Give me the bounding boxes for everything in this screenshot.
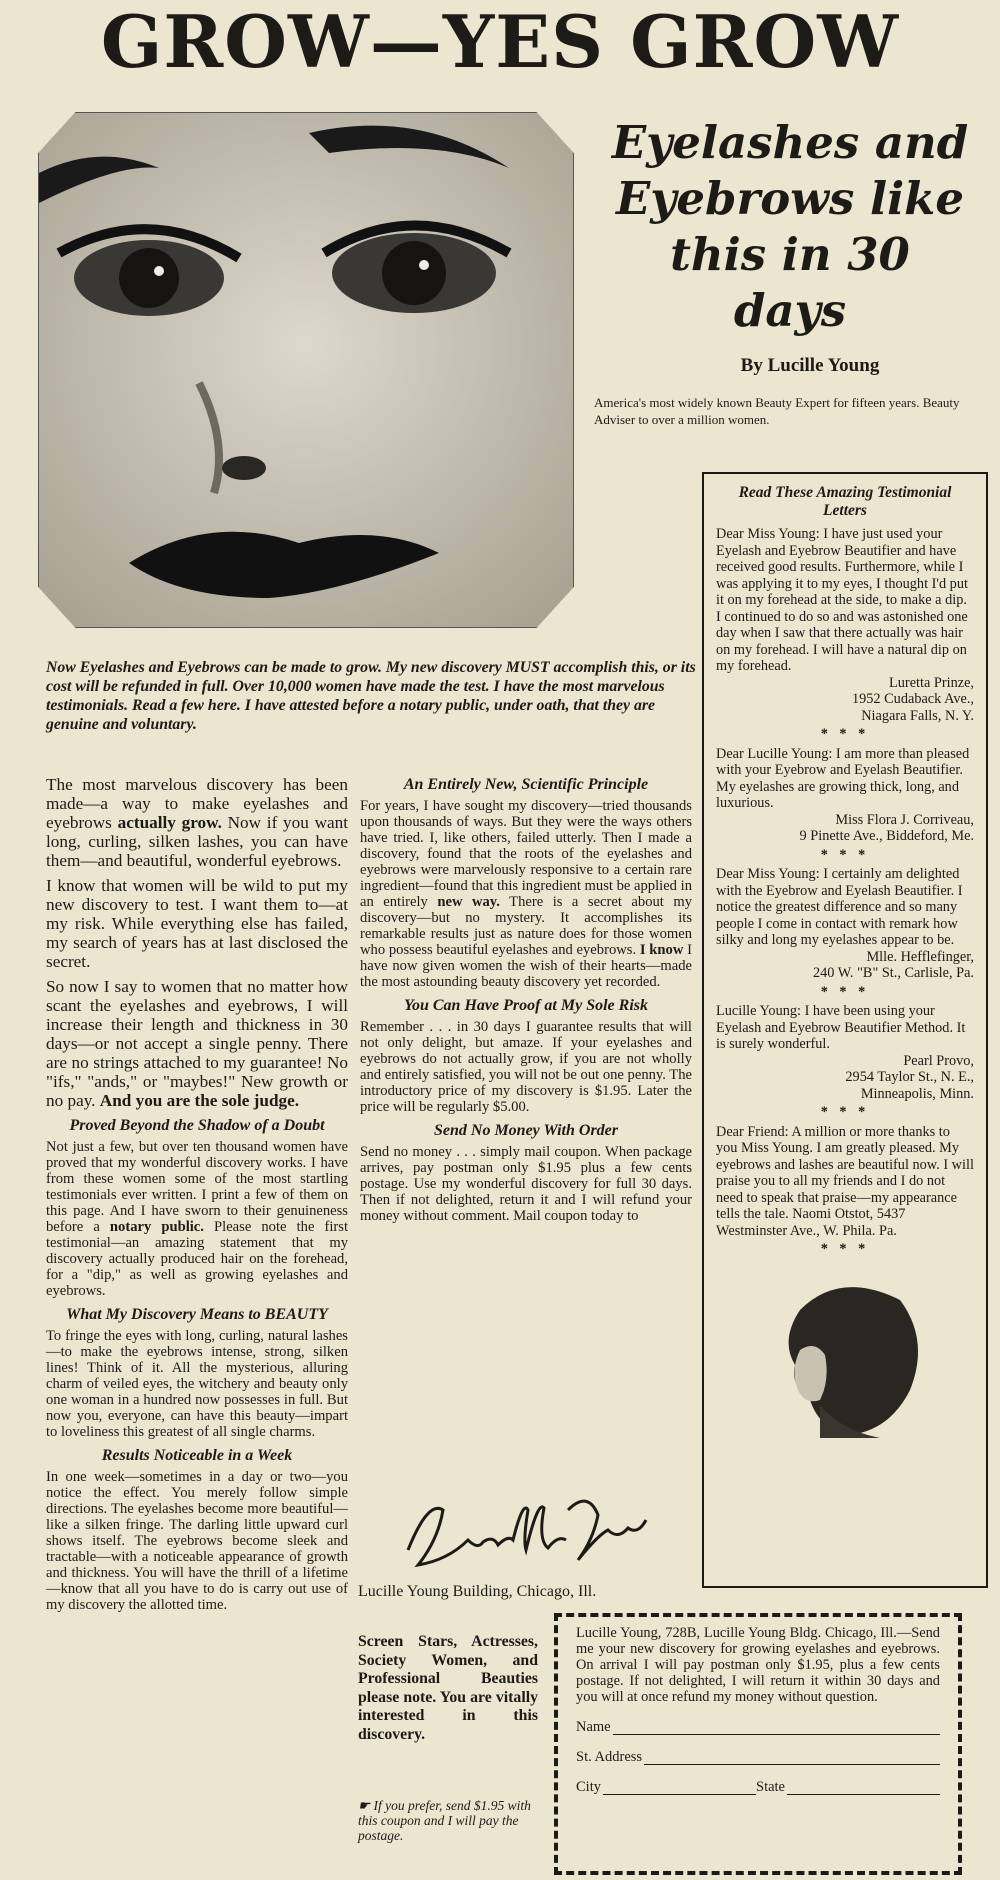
testimonial-1-signature: Luretta Prinze, (889, 674, 974, 691)
testimonials-heading: Read These Amazing Testimonial Letters (738, 484, 952, 519)
paragraph: Remember . . . in 30 days I guarantee results that will not only delight, but amaze. If your eyelashes and eyebrows do not actually grow, if you are not wholly and entirely satisfied, you will not be out one penny. The introductory price of my discovery is $1.95. Later the price will be regularly $5.00. (360, 1019, 692, 1115)
paragraph: So now I say to women that no matter how scant the eyelashes and eyebrows, I will increase their length and thickness in 30 days—or not accept a single penny. There are no strings attached to my guarantee! No "ifs," "ands," or "maybes!" New growth or no pay. And you are the sole judge. (46, 977, 348, 1110)
testimonial-4: Lucille Young: I have been using your Eyelash and Eyebrow Beautifier Method. It is surely wonderful. (716, 1003, 966, 1052)
address-line[interactable] (644, 1750, 940, 1765)
state-line[interactable] (787, 1780, 940, 1795)
screen-stars-note: Screen Stars, Actresses, Society Women, and Professional Beauties please note. You are vitally interested in this discovery. (358, 1633, 538, 1743)
separator-stars: * * * (820, 726, 870, 742)
separator-stars: * * * (820, 983, 870, 1000)
side-title: Eyelashes and Eyebrows like this in 30 days (611, 116, 969, 337)
testimonial-1-city: Niagara Falls, N. Y. (861, 707, 974, 724)
paragraph: For years, I have sought my discovery—tried thousands upon thousands of ways. But they were the ways others have tried. I, like others, failed utterly. Then I made a discovery, found that the roots of the eyelashes and eyebrows were marvelously responsive to a certain rare ingredient—found that this ingredient must be applied in an entirely new way. There is a secret about my discovery—but no mystery. It accomplishes its remarkable results just as nature does for those women who possess beautiful eyelashes and eyebrows. I know I have now given women the wish of their hearts—made the most astounding beauty discovery yet recorded. (360, 798, 692, 990)
column-middle (360, 775, 692, 1230)
prefer-note (358, 1798, 543, 1843)
subheading: What My Discovery Means to BEAUTY (66, 1306, 328, 1323)
coupon-text: Lucille Young, 728B, Lucille Young Bldg. Chicago, Ill.—Send me your new discovery for growing eyelashes and eyebrows. On arrival I will pay postman only $1.95, plus a few cents postage. If not delighted, I will return it within 30 days and you will at once refund my money without question. (576, 1625, 940, 1705)
testimonial-3-signature: Mlle. Hefflefinger, (866, 948, 974, 965)
separator-stars: * * * (820, 1241, 870, 1257)
author-byline: By Lucille Young (740, 355, 880, 376)
testimonial-2-address: 9 Pinette Ave., Biddeford, Me. (799, 828, 974, 844)
testimonial-3: Dear Miss Young: I certainly am delighted with the Eyebrow and Eyelash Beautifier. I notice the greatest difference and so many people I come in contact with remark how silky and long my eyelashes appear to be. (716, 866, 963, 948)
prefer-text: If you prefer, send $1.95 with this coupon and I will pay the postage. (358, 1798, 531, 1843)
paragraph: In one week—sometimes in a day or two—you notice the effect. You merely follow simple directions. The eyelashes become more beautiful—like a silken fringe. The darling little upward curl shows itself. The eyebrows become sleek and tractable—with a noticeable appearance of growth and thickness. You will have the thrill of a lifetime—know that all you have to do is carry out use of my discovery the allotted time. (46, 1469, 348, 1613)
testimonial-3-address: 240 W. "B" St., Carlisle, Pa. (812, 965, 974, 981)
subheading: You Can Have Proof at My Sole Risk (403, 997, 648, 1014)
city-line[interactable] (603, 1780, 756, 1795)
headline: GROW—YES GROW (100, 0, 900, 84)
address-field[interactable] (576, 1749, 940, 1765)
address-label: St. Address (576, 1749, 643, 1765)
signature (388, 1480, 658, 1580)
testimonial-2-signature: Miss Flora J. Corriveau, (835, 811, 974, 828)
subheading: Send No Money With Order (433, 1122, 619, 1139)
testimonial-5: Dear Friend: A million or more thanks to you Miss Young. I am greatly pleased. My eyebrows and lashes are beautiful now. I will praise you to all my friends and I do not need to speak that praise—my appearance tells the tale. Naomi Otstot, 5437 Westminster Ave., W. Phila. Pa. (716, 1123, 974, 1239)
paragraph: The most marvelous discovery has been made—a way to make eyelashes and eyebrows actually grow. Now if you want long, curling, silken lashes, you can have them—and beautiful, wonderful eyebrows. (46, 775, 348, 870)
paragraph: I know that women will be wild to put my new discovery to test. I want them to—at my risk. While everything else has failed, my search of years has at last disclosed the secret. (46, 876, 348, 971)
testimonial-1-address: 1952 Cudaback Ave., (851, 691, 974, 707)
building-address: Lucille Young Building, Chicago, Ill. (358, 1583, 597, 1600)
testimonial-4-city: Minneapolis, Minn. (860, 1085, 974, 1102)
pointing-hand-icon: ☛ (358, 1798, 371, 1813)
paragraph: Send no money . . . simply mail coupon. When package arrives, pay postman only $1.95 plus a few cents postage. Use my wonderful discovery for full 30 days. Then if not delighted, return it and I will refund your money without comment. Mail coupon today to (360, 1144, 692, 1224)
testimonial-4-signature: Pearl Provo, (903, 1052, 974, 1069)
column-left (46, 775, 348, 1619)
name-field[interactable] (576, 1719, 940, 1735)
subheading: Proved Beyond the Shadow of a Doubt (69, 1117, 325, 1134)
paragraph: Not just a few, but over ten thousand women have proved that my wonderful discovery works. I have from these women some of the most startling testimonials ever written. I print a few of them on this page. And I have sworn to their genuineness before a notary public. Please note the first testimonial—an amazing statement that my discovery actually produced hair on the forehead, for a "dip," as well as growing eyelashes and eyebrows. (46, 1139, 349, 1299)
testimonial-4-address: 2954 Taylor St., N. E., (845, 1069, 974, 1085)
subheading: An Entirely New, Scientific Principle (403, 776, 649, 793)
city-label: City (576, 1779, 601, 1795)
separator-stars: * * * (820, 846, 870, 863)
face-illustration (39, 113, 573, 627)
eyes-photo (38, 112, 574, 628)
testimonial-1: Dear Miss Young: I have just used your Eyelash and Eyebrow Beautifier and have received good results. Furthermore, while I was applying it to my eyes, I thought I'd put it on my forehead at the side, to make a dip. I continued to do so and was astonished one day when I saw that there actually was hair on my forehead. I will have a natural dip on my forehead. (716, 526, 968, 674)
state-label: State (756, 1779, 785, 1795)
name-label: Name (576, 1719, 611, 1735)
separator-stars: * * * (820, 1104, 870, 1120)
paragraph: To fringe the eyes with long, curling, natural lashes—to make the eyebrows intense, strong, silken lines! Think of it. All the mysterious, alluring charm of veiled eyes, the witchery and beauty only one woman in a hundred now possesses in full. But now you, everyone, can have this beauty—impart to loveliness this greatest of all single charms. (46, 1328, 348, 1440)
subheading: Results Noticeable in a Week (101, 1447, 293, 1464)
portrait-illustration (760, 1270, 930, 1440)
city-state-field[interactable] (576, 1779, 940, 1795)
author-description: America's most widely known Beauty Expert for fifteen years. Beauty Adviser to over a million women. (594, 395, 960, 427)
testimonial-2: Dear Lucille Young: I am more than pleased with your Eyebrow and Eyelash Beautifier. My eyelashes are growing thick, long, and luxurious. (716, 745, 970, 811)
order-coupon[interactable] (554, 1613, 962, 1875)
testimonials-box (702, 472, 988, 1588)
intro-paragraph: Now Eyelashes and Eyebrows can be made to grow. My new discovery MUST accomplish this, or its cost will be refunded in full. Over 10,000 women have made the test. I have the most marvelous testimonials. Read a few here. I have attested before a notary public, under oath, that they are genuine and voluntary. (46, 659, 696, 733)
name-line[interactable] (613, 1720, 940, 1735)
